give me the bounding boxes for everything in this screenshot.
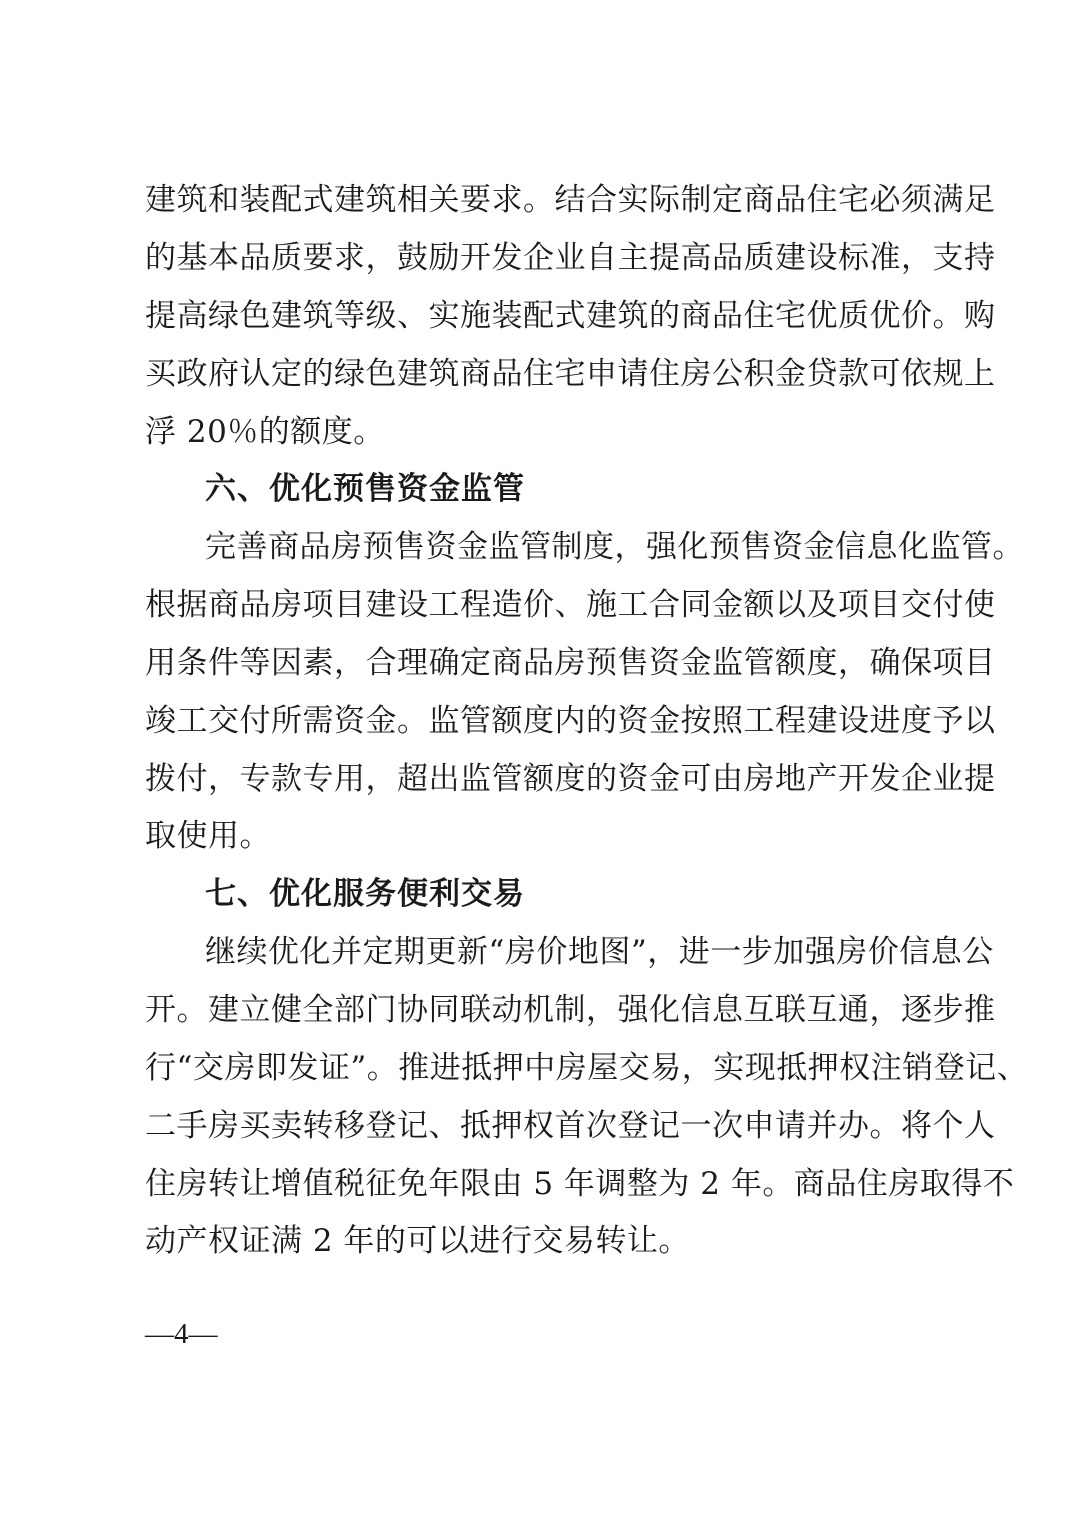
page-number: —4— bbox=[145, 1318, 218, 1350]
paragraph-line: 的基本品质要求，鼓励开发企业自主提高品质建设标准，支持 bbox=[145, 240, 996, 276]
paragraph-line: 取使用。 bbox=[145, 818, 271, 854]
paragraph-line: 浮 20％的额度。 bbox=[145, 414, 385, 450]
paragraph-line: 行“交房即发证”。推进抵押中房屋交易，实现抵押权注销登记、 bbox=[145, 1050, 1029, 1086]
paragraph-line: 提高绿色建筑等级、实施装配式建筑的商品住宅优质优价。购 bbox=[145, 298, 996, 334]
paragraph-line: 拨付，专款专用，超出监管额度的资金可由房地产开发企业提 bbox=[145, 761, 996, 797]
paragraph-line: 用条件等因素，合理确定商品房预售资金监管额度，确保项目 bbox=[145, 645, 996, 681]
section-heading: 七、优化服务便利交易 bbox=[205, 876, 525, 912]
paragraph-line: 根据商品房项目建设工程造价、施工合同金额以及项目交付使 bbox=[145, 587, 996, 623]
paragraph-line: 动产权证满 2 年的可以进行交易转让。 bbox=[145, 1223, 690, 1259]
section-heading: 六、优化预售资金监管 bbox=[205, 471, 525, 507]
paragraph-line: 竣工交付所需资金。监管额度内的资金按照工程建设进度予以 bbox=[145, 703, 996, 739]
paragraph-line: 建筑和装配式建筑相关要求。结合实际制定商品住宅必须满足 bbox=[145, 182, 996, 218]
paragraph-line: 二手房买卖转移登记、抵押权首次登记一次申请并办。将个人 bbox=[145, 1108, 996, 1144]
paragraph-line: 买政府认定的绿色建筑商品住宅申请住房公积金贷款可依规上 bbox=[145, 356, 996, 392]
paragraph-line: 住房转让增值税征免年限由 5 年调整为 2 年。商品住房取得不 bbox=[145, 1166, 1015, 1202]
paragraph-line: 开。建立健全部门协同联动机制，强化信息互联互通，逐步推 bbox=[145, 992, 996, 1028]
paragraph-line: 继续优化并定期更新“房价地图”，进一步加强房价信息公 bbox=[205, 934, 994, 970]
paragraph-line: 完善商品房预售资金监管制度，强化预售资金信息化监管。 bbox=[205, 529, 1024, 565]
